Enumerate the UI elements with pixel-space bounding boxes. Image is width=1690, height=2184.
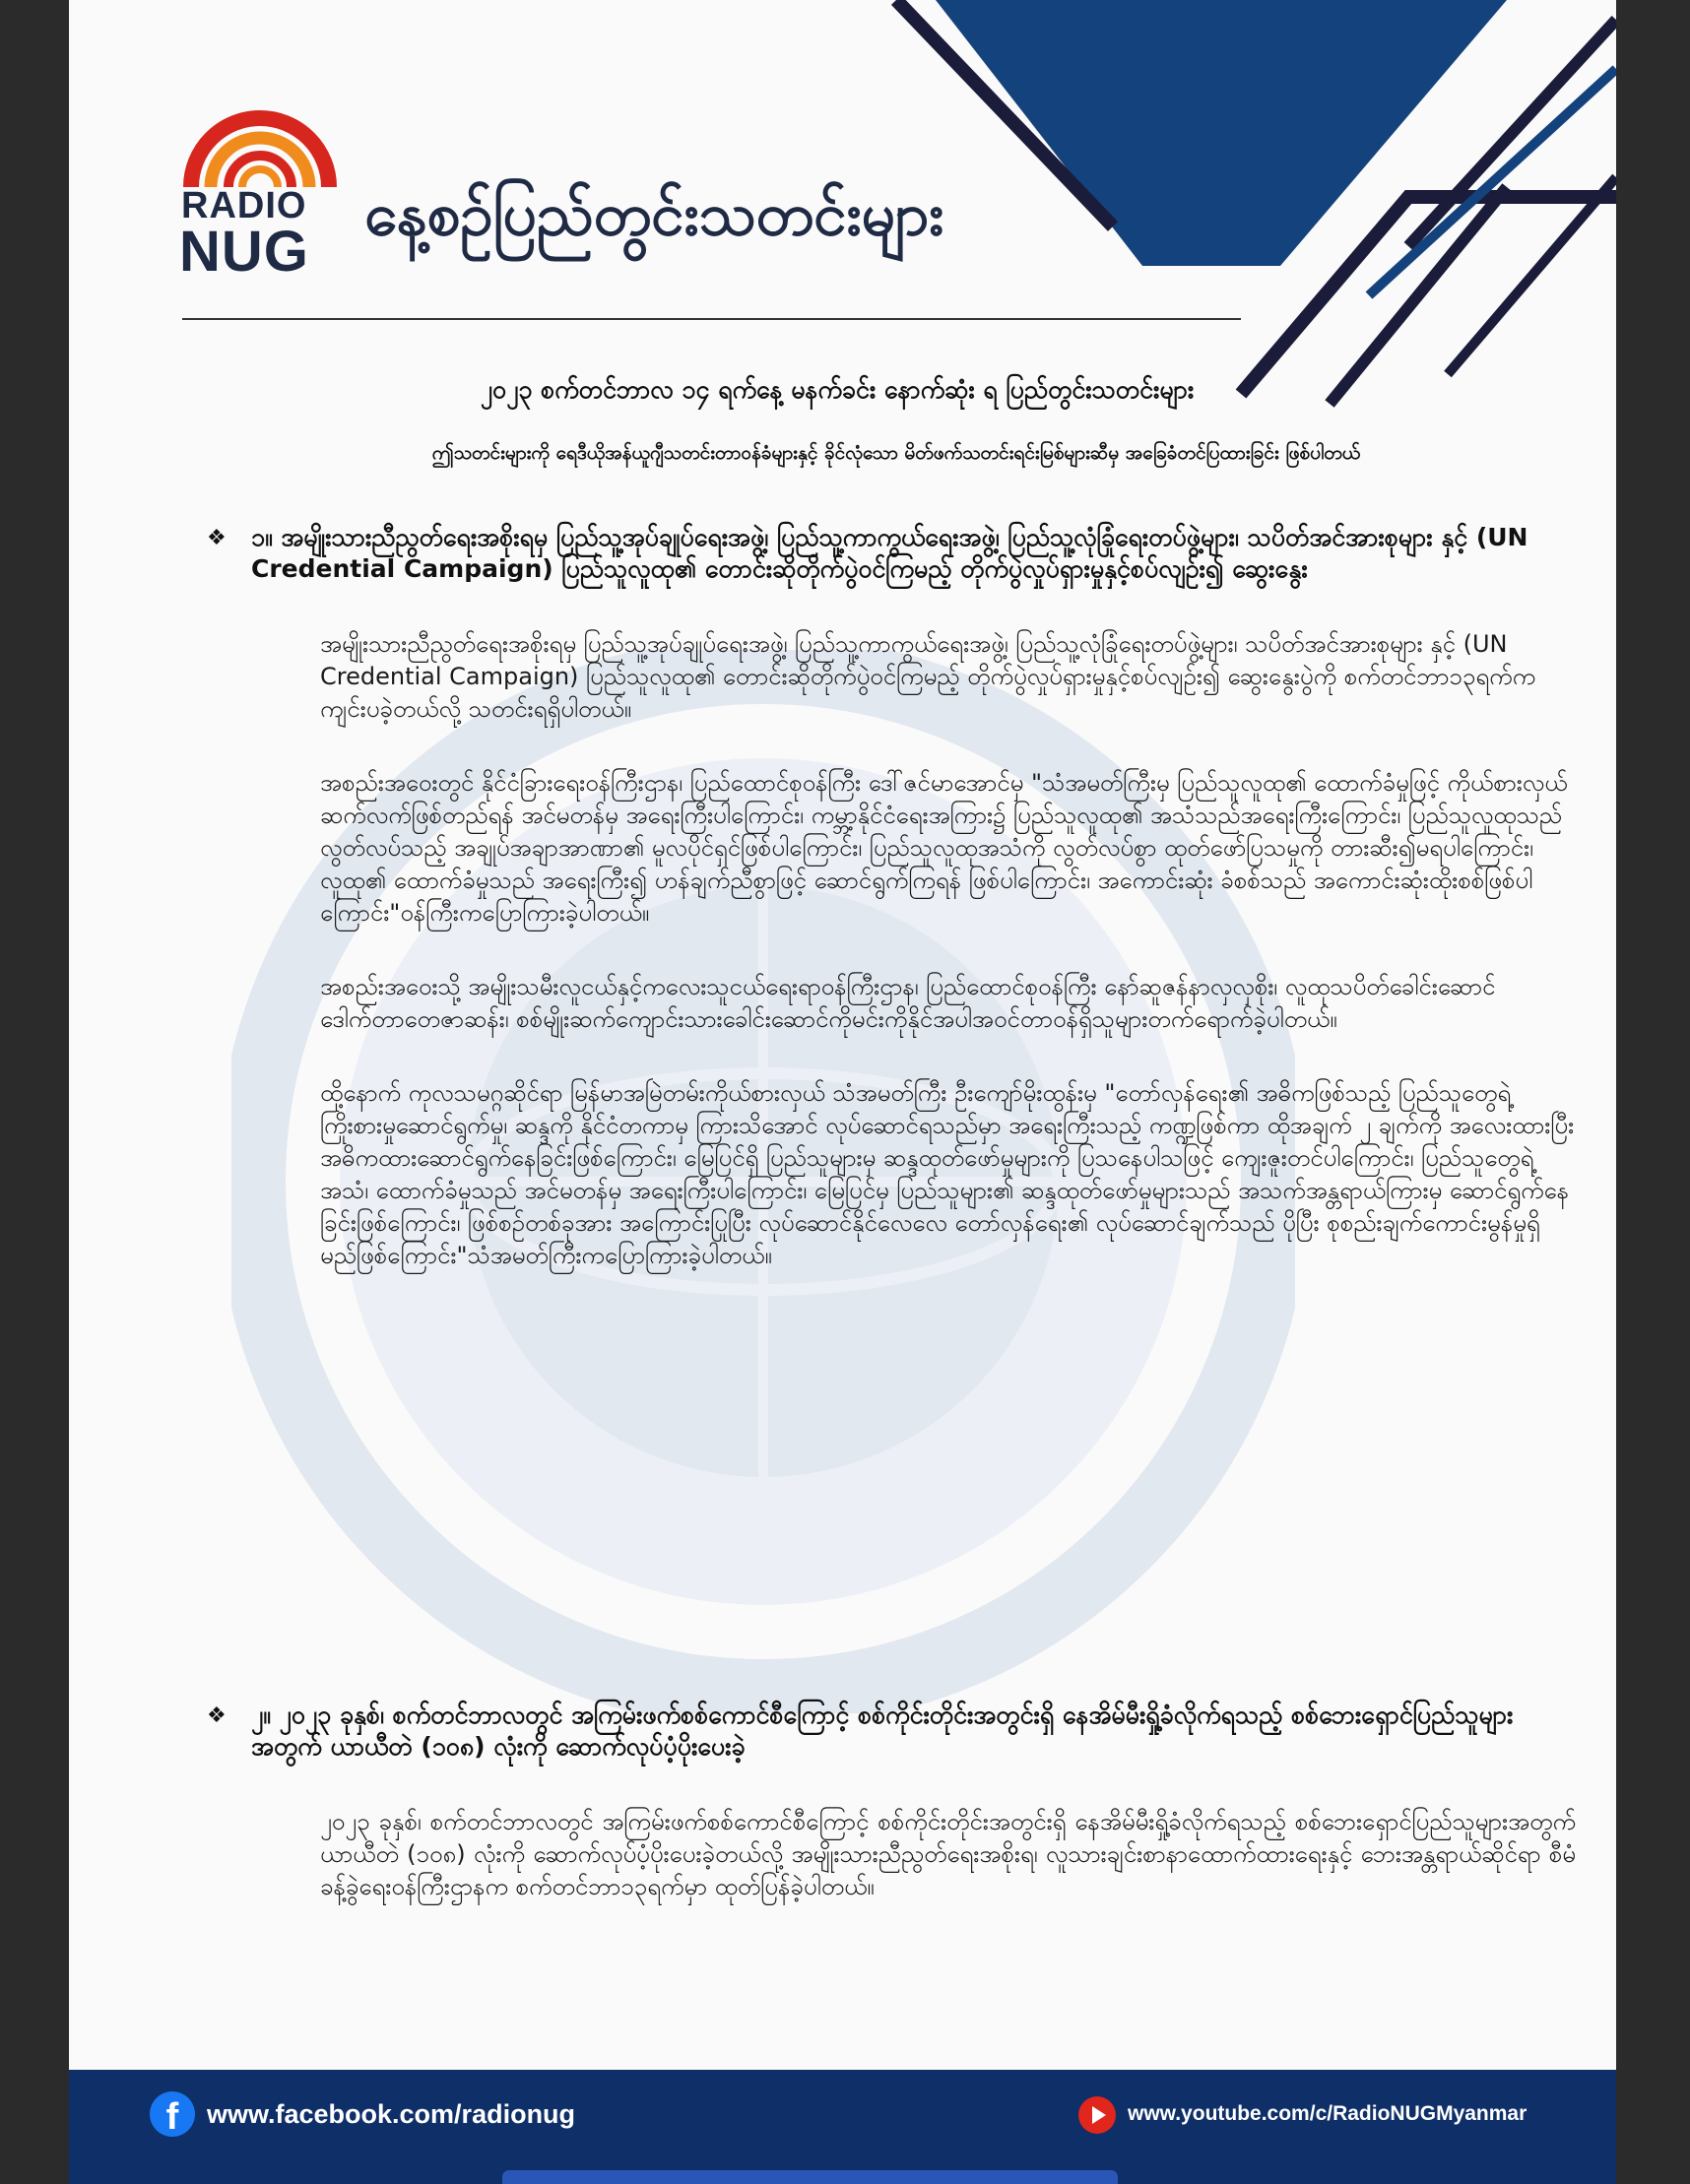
youtube-icon[interactable] bbox=[1078, 2096, 1116, 2134]
story-2-headline: ၂။ ၂၀၂၃ ခုနှစ်၊ စက်တင်ဘာလတွင် အကြမ်းဖက်စစ်ကောင်စီကြောင့် စစ်ကိုင်းတိုင်းအတွင်းရှိ နေအိမ်မီးရှို့ခံလိုက်ရသည့် စစ်ဘေးရှောင်ပြည်သူများအတွက် ယာယီတဲ (၁၀၈) လုံးကို ဆောက်လုပ်ပံ့ပိုးပေးခဲ့ bbox=[251, 1701, 1514, 1761]
news-story-2 bbox=[207, 1700, 1576, 1903]
story-1-paragraph-1: အမျိုးသားညီညွတ်ရေးအစိုးရမှ ပြည်သူ့အုပ်ချုပ်ရေးအဖွဲ့၊ ပြည်သူ့ကာကွယ်ရေးအဖွဲ့၊ ပြည်သူ့လုံခြုံရေးတပ်ဖွဲ့များ၊ သပိတ်အင်အားစုများ နှင့် (UN Credential Campaign) ပြည်သူလူထု၏ တောင်းဆိုတိုက်ပွဲဝင်ကြမည့် တိုက်ပွဲလှုပ်ရှားမှုနှင့်စပ်လျဉ်း၍ ဆွေးနွေးပွဲကို စက်တင်ဘာ၁၃ရက်က ကျင်းပခဲ့တယ်လို့ သတင်းရရှိပါတယ်။ bbox=[320, 630, 1536, 723]
date-heading: ၂၀၂၃ စက်တင်ဘာလ ၁၄ ရက်နေ့ မနက်ခင်း နောက်ဆုံး ရ ပြည်တွင်းသတင်းများ bbox=[480, 375, 1195, 404]
bullet-diamond-icon: ❖ bbox=[207, 1703, 227, 1728]
news-story-1 bbox=[207, 522, 1576, 1272]
page-title: နေ့စဉ်ပြည်တွင်းသတင်းများ bbox=[364, 180, 944, 249]
story-1-headline: ၁။ အမျိုးသားညီညွတ်ရေးအစိုးရမှ ပြည်သူ့အုပ်ချုပ်ရေးအဖွဲ့၊ ပြည်သူ့ကာကွယ်ရေးအဖွဲ့၊ ပြည်သူ့လုံခြုံရေးတပ်ဖွဲ့များ၊ သပိတ်အင်အားစုများ နှင့် (UN Credential Campaign) ပြည်သူလူထု၏ တောင်းဆိုတိုက်ပွဲဝင်ကြမည့် တိုက်ပွဲလှုပ်ရှားမှုနှင့်စပ်လျဉ်း၍ ဆွေးနွေး bbox=[251, 523, 1528, 583]
logo-nug-text: NUG bbox=[179, 220, 309, 284]
header-divider bbox=[182, 318, 1241, 320]
logo-radio-text: RADIO bbox=[181, 185, 307, 226]
bullet-diamond-icon: ❖ bbox=[207, 526, 227, 550]
facebook-link[interactable]: www.facebook.com/radionug bbox=[207, 2099, 576, 2129]
story-2-paragraph-1: ၂၀၂၃ ခုနှစ်၊ စက်တင်ဘာလတွင် အကြမ်းဖက်စစ်ကောင်စီကြောင့် စစ်ကိုင်းတိုင်းအတွင်းရှိ နေအိမ်မီးရှို့ခံလိုက်ရသည့် စစ်ဘေးရှောင်ပြည်သူများအတွက် ယာယီတဲ (၁၀၈) လုံးကို ဆောက်လုပ်ပံ့ပိုးပေးခဲ့တယ်လို့ အမျိုးသားညီညွတ်ရေးအစိုးရ၊ လူသားချင်းစာနာထောက်ထားရေးနှင့် ဘေးအန္တရာယ်ဆိုင်ရာ စီမံခန့်ခွဲရေးဝန်ကြီးဌာနက စက်တင်ဘာ၁၃ရက်မှာ ထုတ်ပြန်ခဲ့ပါတယ်။ bbox=[320, 1808, 1576, 1900]
source-note: ဤသတင်းများကို ရေဒီယိုအန်ယူဂျီသတင်းတာဝန်ခံများနှင့် ခိုင်လုံသော မိတ်ဖက်သတင်းရင်းမြစ်များဆီမှ အခြေခံတင်ပြထားခြင်း ဖြစ်ပါတယ် bbox=[431, 442, 1361, 464]
story-1-paragraph-3: အစည်းအဝေးသို့ အမျိုးသမီးလူငယ်နှင့်ကလေးသူငယ်ရေးရာဝန်ကြီးဌာန၊ ပြည်ထောင်စုဝန်ကြီး နော်ဆူဇန်နာလှလှစိုး၊ လူထုသပိတ်ခေါင်းဆောင် ဒေါက်တာတေဇာဆန်း၊ စစ်မျိုးဆက်ကျောင်းသားခေါင်းဆောင်ကိုမင်းကိုနိုင်အပါအဝင်တာဝန်ရှိသူများတက်ရောက်ခဲ့ပါတယ်။ bbox=[320, 973, 1496, 1033]
youtube-link[interactable]: www.youtube.com/c/RadioNUGMyanmar bbox=[1128, 2102, 1528, 2125]
story-1-paragraph-2: အစည်းအဝေးတွင် နိုင်ငံခြားရေးဝန်ကြီးဌာန၊ ပြည်ထောင်စုဝန်ကြီး ဒေါ်ဇင်မာအောင်မှ "သံအမတ်ကြီးမှ ပြည်သူလူထု၏ ထောက်ခံမှုဖြင့် ကိုယ်စားလှယ် ဆက်လက်ဖြစ်တည်ရန် အင်မတန်မှ အရေးကြီးပါကြောင်း၊ ကမ္ဘာ့နိုင်ငံရေးအကြား၌ ပြည်သူလူထု၏ အသံသည်အရေးကြီးကြောင်း၊ ပြည်သူလူထုသည် လွတ်လပ်သည့် အချုပ်အချာအာဏာ၏ မူလပိုင်ရှင်ဖြစ်ပါကြောင်း၊ ပြည်သူလူထုအသံကို လွတ်လပ်စွာ ထုတ်ဖော်ပြသမှုကို တားဆီး၍မရပါကြောင်း၊ လူထု၏ ထောက်ခံမှုသည် အရေးကြီး၍ ဟန်ချက်ညီစွာဖြင့် ဆောင်ရွက်ကြရန် ဖြစ်ပါကြောင်း၊ အကောင်းဆုံး ခံစစ်သည် အကောင်းဆုံးထိုးစစ်ဖြစ်ပါကြောင်း"ဝန်ကြီးကပြောကြားခဲ့ပါတယ်။ bbox=[320, 769, 1568, 927]
viewer-background bbox=[1616, 0, 1690, 2184]
footer-accent-strip bbox=[502, 2170, 1118, 2184]
facebook-icon[interactable]: f bbox=[150, 2091, 195, 2137]
document-page bbox=[69, 0, 1616, 2184]
story-1-paragraph-4: ထို့နောက် ကုလသမဂ္ဂဆိုင်ရာ မြန်မာအမြဲတမ်းကိုယ်စားလှယ် သံအမတ်ကြီး ဦးကျော်မိုးထွန်းမှ "တော်လှန်ရေး၏ အဓိကဖြစ်သည့် ပြည်သူတွေရဲ့ ကြိုးစားမှုဆောင်ရွက်မှု၊ ဆန္ဒကို နိုင်ငံတကာမှ ကြားသိအောင် လုပ်ဆောင်ရသည်မှာ အရေးကြီးသည့် ကဏ္ဍဖြစ်ကာ ထိုအချက် ၂ ချက်ကို အလေးထားပြီး အဓိကထားဆောင်ရွက်နေခြင်းဖြစ်ကြောင်း၊ မြေပြင်ရှိ ပြည်သူများမှ ဆန္ဒထုတ်ဖော်မှုများကို ပြသနေပါသဖြင့် ကျေးဇူးတင်ပါကြောင်း၊ ပြည်သူတွေရဲ့ အသံ၊ ထောက်ခံမှုသည် အင်မတန်မှ အရေးကြီးပါကြောင်း၊ မြေပြင်မှ ပြည်သူများ၏ ဆန္ဒထုတ်ဖော်မှုများသည် အသက်အန္တရာယ်ကြားမှ ဆောင်ရွက်နေခြင်းဖြစ်ကြောင်း၊ ဖြစ်စဉ်တစ်ခုအား အကြောင်းပြုပြီး လုပ်ဆောင်နိုင်လေလေ တော်လှန်ရေး၏ လုပ်ဆောင်ချက်သည် ပိုပြီး စုစည်းချက်ကောင်းမွန်မှုရှိမည်ဖြစ်ကြောင်း"သံအမတ်ကြီးကပြောကြားခဲ့ပါတယ်။ bbox=[320, 1079, 1575, 1269]
footer-bar bbox=[69, 2070, 1616, 2184]
